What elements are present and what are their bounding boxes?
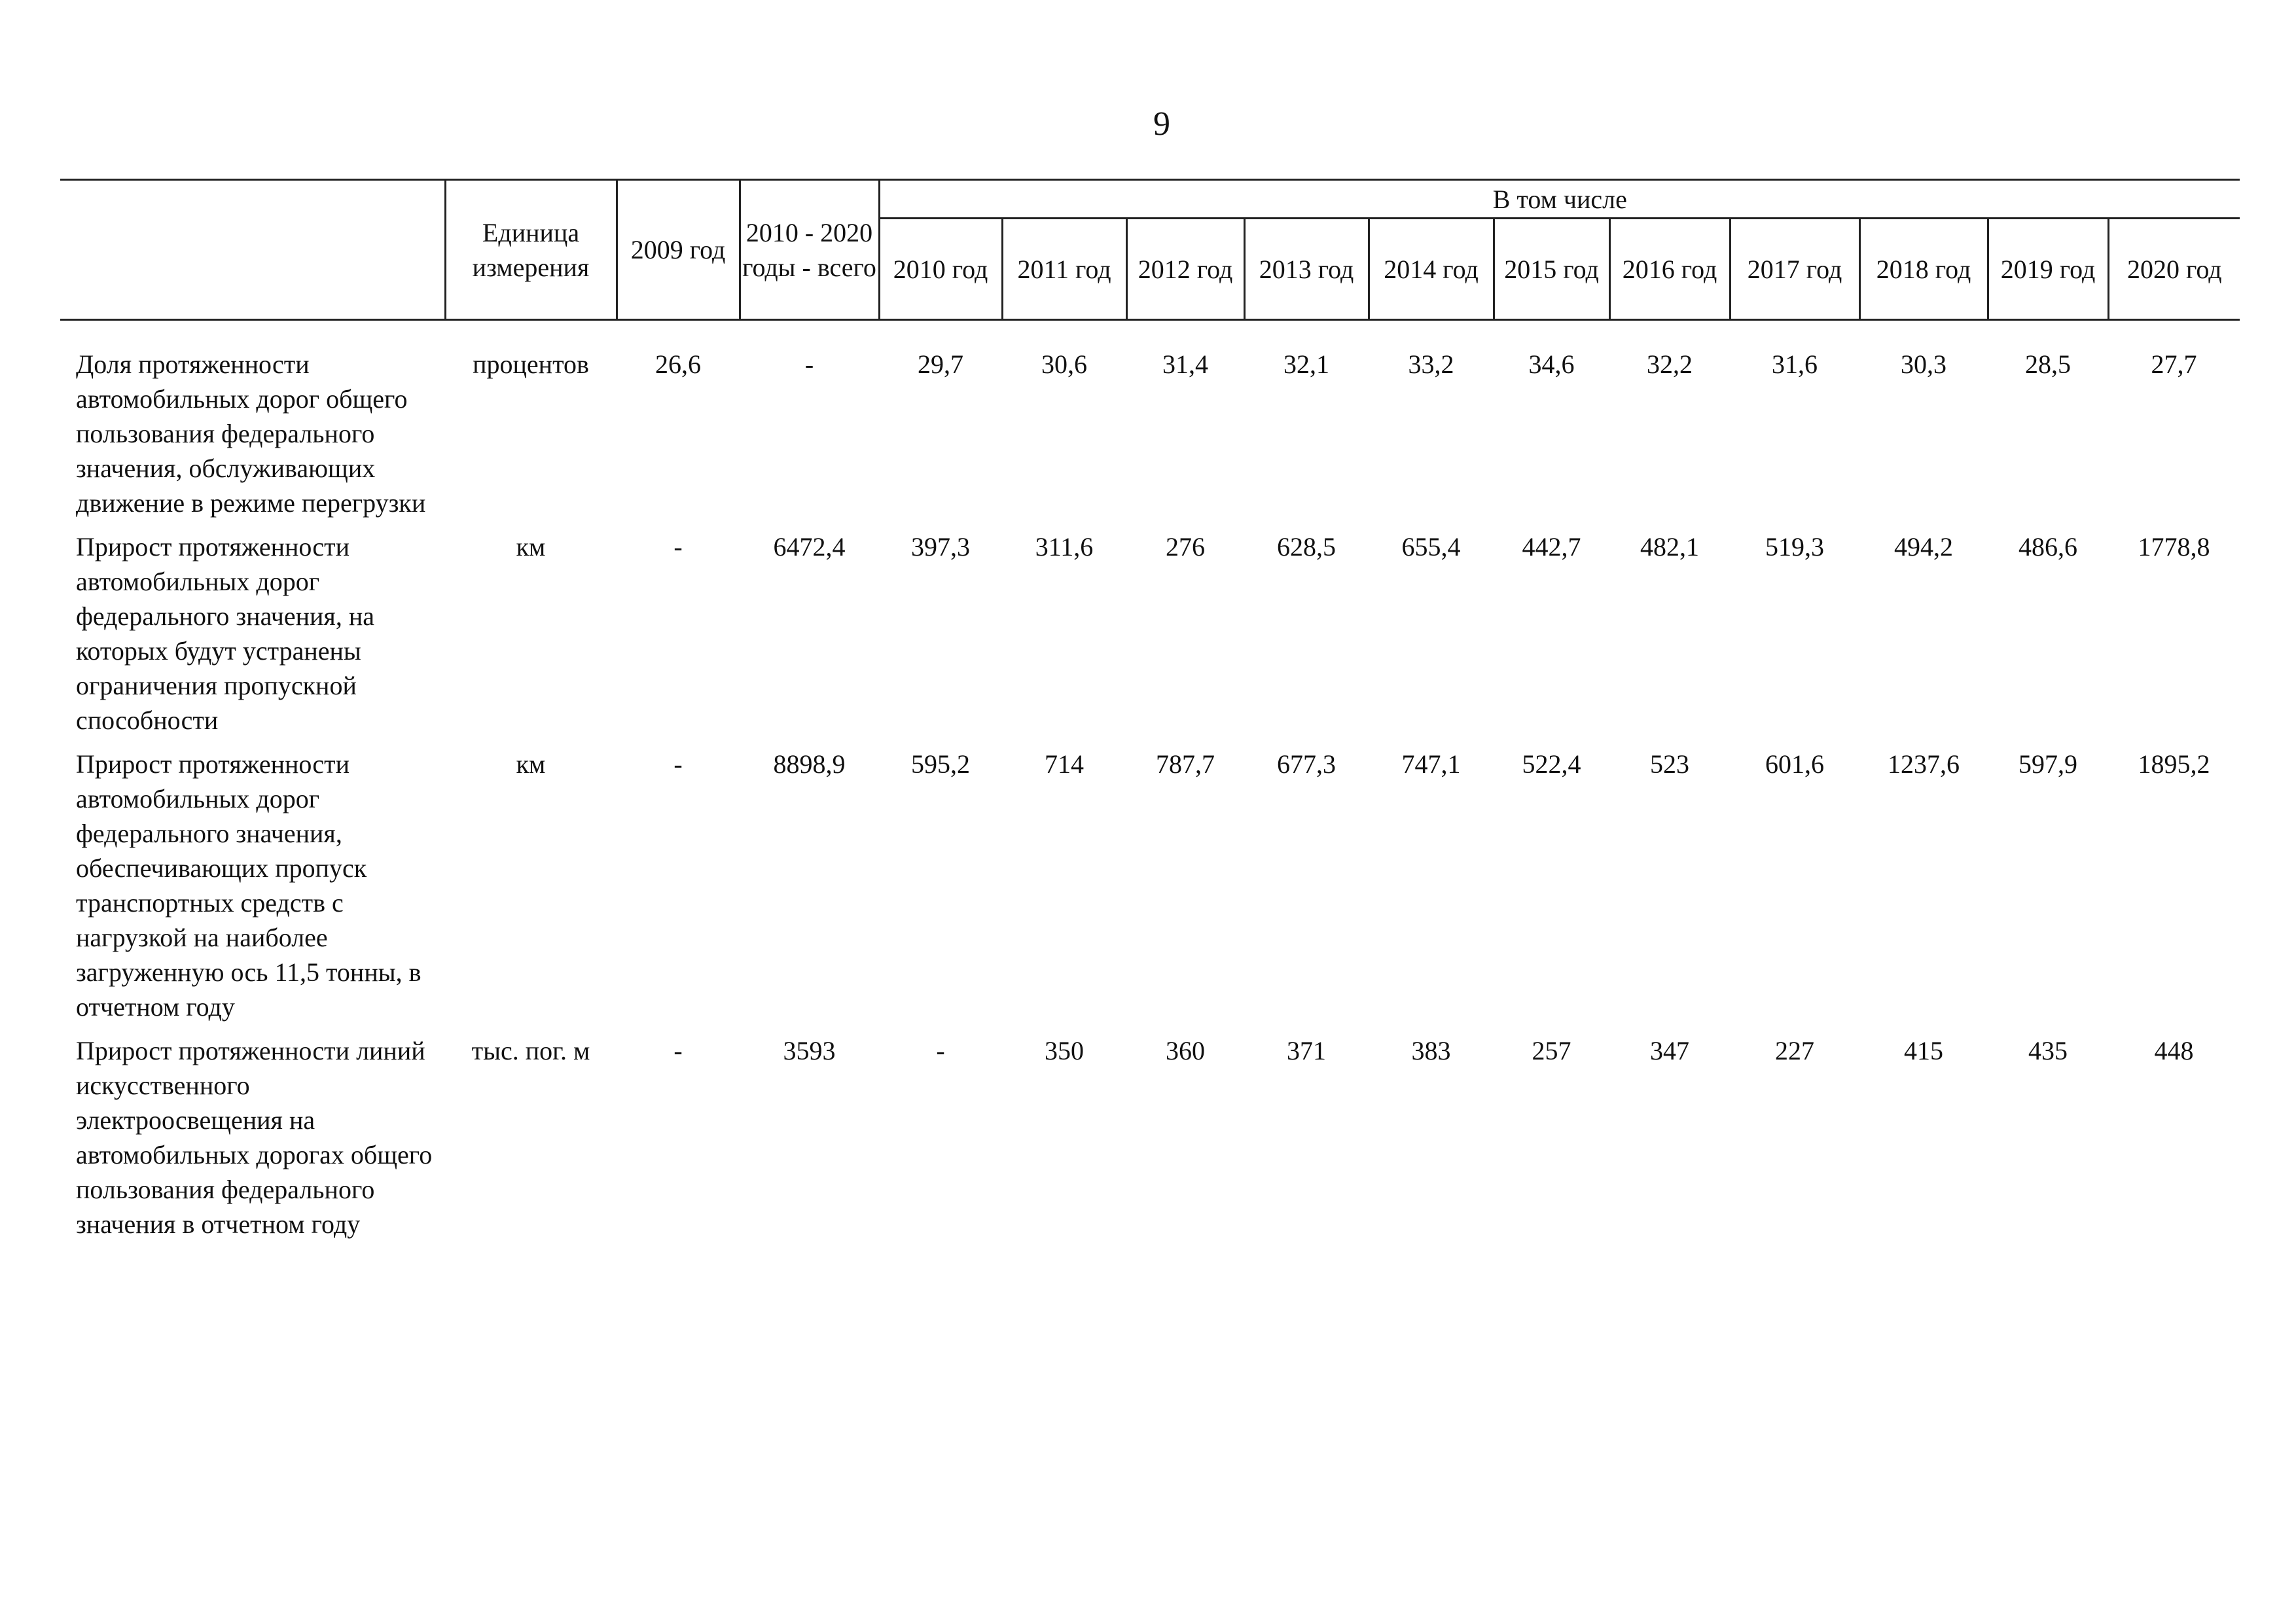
row-value-2020: 1895,2 (2138, 749, 2210, 779)
row-value-2010: 397,3 (911, 532, 970, 562)
row-value-2013: 628,5 (1277, 532, 1336, 562)
header-2009: 2009 год (617, 180, 740, 320)
row-value-2012: 787,7 (1156, 749, 1215, 779)
row-value-2012: 360 (1166, 1036, 1205, 1065)
header-group-in-that-number: В том числе (879, 180, 2240, 219)
page-number: 9 (1153, 105, 1170, 143)
row-value-2016: 482,1 (1640, 532, 1699, 562)
row-value-total: - (804, 349, 814, 379)
table-row (60, 529, 2240, 747)
row-value-2015: 522,4 (1522, 749, 1581, 779)
row-value-2018: 494,2 (1894, 532, 1953, 562)
row-value-2020: 27,7 (2151, 349, 2197, 379)
row-value-2019: 435 (2028, 1036, 2068, 1065)
row-value-2015: 34,6 (1528, 349, 1575, 379)
header-year-2019: 2019 год (1988, 219, 2108, 320)
header-year-2014: 2014 год (1369, 219, 1494, 320)
header-year-2013: 2013 год (1244, 219, 1369, 320)
row-value-2012: 31,4 (1162, 349, 1208, 379)
row-value-2018: 30,3 (1901, 349, 1946, 379)
row-indicator-label: Прирост протяженности автомобильных дорог федерального значения, на которых будут устранены ограничения пропускной способности (76, 532, 374, 735)
table-header (60, 180, 2240, 320)
row-value-2016: 32,2 (1647, 349, 1693, 379)
row-indicator-label: Доля протяженности автомобильных дорог общего пользования федерального значения, обслуживающих движение в режиме перегрузки (76, 349, 426, 518)
row-value-2009: - (673, 532, 683, 562)
row-value-2009: - (673, 749, 683, 779)
header-year-2011: 2011 год (1002, 219, 1126, 320)
table-body (60, 320, 2240, 1251)
row-value-2014: 33,2 (1408, 349, 1454, 379)
header-year-2015: 2015 год (1494, 219, 1609, 320)
header-indicator-blank (60, 180, 445, 320)
header-year-2017: 2017 год (1730, 219, 1859, 320)
row-value-2010: 29,7 (918, 349, 963, 379)
indicators-table (60, 179, 2240, 1251)
indicators-table-container (60, 179, 2240, 1251)
row-value-total: 3593 (783, 1036, 836, 1065)
row-value-2020: 448 (2154, 1036, 2194, 1065)
row-value-2013: 677,3 (1277, 749, 1336, 779)
row-unit: км (516, 532, 546, 562)
table-row (60, 1033, 2240, 1251)
header-year-2020: 2020 год (2108, 219, 2240, 320)
row-value-2020: 1778,8 (2138, 532, 2210, 562)
row-value-2017: 519,3 (1765, 532, 1824, 562)
table-row (60, 747, 2240, 1033)
row-value-total: 6472,4 (773, 532, 846, 562)
header-year-2010: 2010 год (879, 219, 1002, 320)
row-value-2014: 747,1 (1401, 749, 1461, 779)
row-unit: процентов (473, 349, 589, 379)
row-value-2017: 31,6 (1772, 349, 1818, 379)
row-value-2009: - (673, 1036, 683, 1065)
row-value-2019: 28,5 (2025, 349, 2071, 379)
table-row (60, 347, 2240, 529)
header-year-2018: 2018 год (1859, 219, 1988, 320)
row-indicator-label: Прирост протяженности линий искусственного электроосвещения на автомобильных дорогах общего пользования федерального значения в отчетном году (76, 1036, 433, 1239)
row-unit: тыс. пог. м (471, 1036, 590, 1065)
row-value-2011: 311,6 (1035, 532, 1094, 562)
row-value-2019: 597,9 (2018, 749, 2077, 779)
row-value-2013: 371 (1287, 1036, 1326, 1065)
row-value-2016: 347 (1650, 1036, 1689, 1065)
row-value-2010: - (936, 1036, 945, 1065)
row-value-2011: 714 (1045, 749, 1084, 779)
row-value-2011: 350 (1045, 1036, 1084, 1065)
row-indicator-label: Прирост протяженности автомобильных дорог федерального значения, обеспечивающих пропуск транспортных средств с нагрузкой на наиболее загруженную ось 11,5 тонны, в отчетном году (76, 749, 422, 1022)
row-value-2017: 601,6 (1765, 749, 1824, 779)
row-value-2011: 30,6 (1041, 349, 1087, 379)
header-unit: Единица измерения (445, 180, 617, 320)
header-total: 2010 - 2020 годы - всего (740, 180, 879, 320)
header-year-2016: 2016 год (1609, 219, 1730, 320)
row-value-2014: 383 (1411, 1036, 1451, 1065)
row-value-2017: 227 (1775, 1036, 1814, 1065)
row-value-2015: 442,7 (1522, 532, 1581, 562)
row-value-2010: 595,2 (911, 749, 970, 779)
row-value-2019: 486,6 (2018, 532, 2077, 562)
row-value-2009: 26,6 (655, 349, 701, 379)
row-value-total: 8898,9 (773, 749, 846, 779)
row-value-2012: 276 (1166, 532, 1205, 562)
row-value-2016: 523 (1650, 749, 1689, 779)
row-value-2013: 32,1 (1283, 349, 1329, 379)
row-value-2018: 1237,6 (1888, 749, 1960, 779)
row-value-2018: 415 (1904, 1036, 1943, 1065)
row-unit: км (516, 749, 546, 779)
row-value-2014: 655,4 (1401, 532, 1461, 562)
row-value-2015: 257 (1532, 1036, 1571, 1065)
header-year-2012: 2012 год (1126, 219, 1244, 320)
